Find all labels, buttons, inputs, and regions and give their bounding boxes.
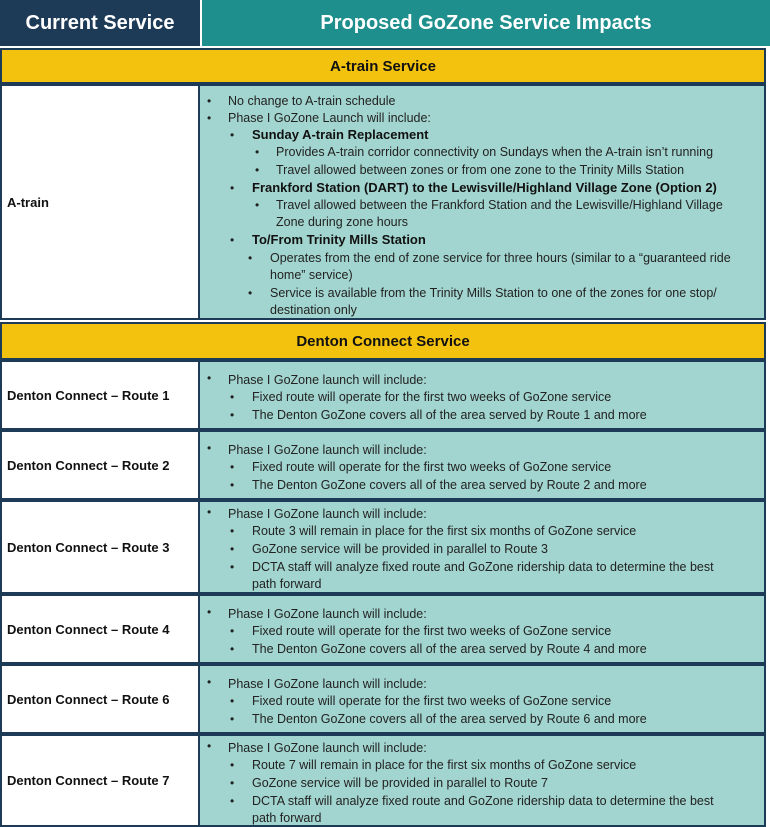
bullet-icon: • [230,128,235,142]
bullet-icon: • [207,739,212,753]
impact-line: Operates from the end of zone service for three hours (similar to a “guaranteed ride [270,251,731,265]
impact-line: No change to A-train schedule [228,94,396,108]
bullet-icon: • [230,776,235,790]
row-impacts-route-4 [200,594,766,664]
impact-line: Provides A-train corridor connectivity on Sundays when the A-train isn’t running [276,145,714,159]
bullet-icon: • [230,460,235,474]
bullet-icon: • [230,694,235,708]
bullet-icon: • [255,163,260,177]
impact-heading: Frankford Station (DART) to the Lewisville/Highland Village Zone (Option 2) [252,180,717,195]
bullet-icon: • [230,233,235,247]
bullet-icon: • [230,642,235,656]
row-impacts-atrain [200,84,766,320]
impact-heading: Sunday A-train Replacement [252,127,429,142]
bullet-icon: • [248,286,253,300]
impact-line: GoZone service will be provided in parallel to Route 3 [252,542,548,556]
impact-line: Phase I GoZone launch will include: [228,373,427,387]
impact-line: Route 7 will remain in place for the first six months of GoZone service [252,758,637,772]
row-label-route-4: Denton Connect – Route 4 [0,594,200,664]
impact-line: GoZone service will be provided in parallel to Route 7 [252,776,548,790]
impact-line: Fixed route will operate for the first two weeks of GoZone service [252,390,612,404]
impact-line: The Denton GoZone covers all of the area served by Route 1 and more [252,408,647,422]
impact-line: DCTA staff will analyze fixed route and GoZone ridership data to determine the best [252,560,714,574]
table-row-atrain [0,84,766,320]
row-impacts-route-2 [200,430,766,500]
bullet-icon: • [230,794,235,808]
impact-line: Zone during zone hours [276,215,409,229]
row-impacts-route-1 [200,360,766,430]
bullet-icon: • [207,505,212,519]
impact-line: The Denton GoZone covers all of the area served by Route 4 and more [252,642,647,656]
section-band-atrain: A-train Service [0,48,766,84]
table-row-route-2 [0,430,766,500]
impact-line: Phase I GoZone launch will include: [228,741,427,755]
impact-line: Route 3 will remain in place for the first six months of GoZone service [252,524,637,538]
table-row-route-1 [0,360,766,430]
impact-line: Service is available from the Trinity Mills Station to one of the zones for one stop/ [270,286,717,300]
row-label-route-7: Denton Connect – Route 7 [0,734,200,827]
bullet-icon: • [207,675,212,689]
impact-heading: To/From Trinity Mills Station [252,232,426,247]
impact-line: The Denton GoZone covers all of the area served by Route 6 and more [252,712,647,726]
bullet-icon: • [255,198,260,212]
section-band-denton: Denton Connect Service [0,322,766,360]
table-row-route-6 [0,664,766,734]
bullet-icon: • [207,111,212,125]
bullet-icon: • [248,251,253,265]
row-impacts-route-7 [200,734,766,827]
bullet-icon: • [230,624,235,638]
row-impacts-route-6 [200,664,766,734]
bullet-icon: • [230,542,235,556]
row-label-atrain: A-train [0,84,200,320]
impact-line: The Denton GoZone covers all of the area served by Route 2 and more [252,478,647,492]
impact-line: destination only [270,303,357,317]
bullet-icon: • [230,712,235,726]
impact-line: Phase I GoZone launch will include: [228,677,427,691]
impact-line: DCTA staff will analyze fixed route and GoZone ridership data to determine the best [252,794,714,808]
bullet-icon: • [207,605,212,619]
table-row-route-4 [0,594,766,664]
impact-line: Phase I GoZone launch will include: [228,507,427,521]
impact-line: Travel allowed between the Frankford Station and the Lewisville/Highland Village [276,198,723,212]
row-label-route-1: Denton Connect – Route 1 [0,360,200,430]
bullet-icon: • [230,560,235,574]
impact-line: path forward [252,577,322,591]
impact-line: Fixed route will operate for the first two weeks of GoZone service [252,460,612,474]
table-row-route-7 [0,734,766,827]
impact-line: Phase I GoZone launch will include: [228,443,427,457]
bullet-icon: • [207,94,212,108]
row-impacts-route-3 [200,500,766,594]
bullet-icon: • [230,478,235,492]
bullet-icon: • [230,390,235,404]
table-row-route-3 [0,500,766,594]
bullet-icon: • [230,524,235,538]
row-label-route-6: Denton Connect – Route 6 [0,664,200,734]
impact-line: Fixed route will operate for the first two weeks of GoZone service [252,694,612,708]
header-proposed-impacts: Proposed GoZone Service Impacts [202,0,770,46]
row-label-route-3: Denton Connect – Route 3 [0,500,200,594]
row-label-route-2: Denton Connect – Route 2 [0,430,200,500]
bullet-icon: • [207,441,212,455]
impact-line: Fixed route will operate for the first two weeks of GoZone service [252,624,612,638]
bullet-icon: • [230,758,235,772]
bullet-icon: • [230,181,235,195]
bullet-icon: • [207,371,212,385]
impact-line: Phase I GoZone launch will include: [228,607,427,621]
bullet-icon: • [230,408,235,422]
impact-line: home” service) [270,268,353,282]
impact-line: Travel allowed between zones or from one zone to the Trinity Mills Station [276,163,685,177]
impact-line: path forward [252,811,322,825]
impact-line: Phase I GoZone Launch will include: [228,111,431,125]
bullet-icon: • [255,145,260,159]
header-current-service: Current Service [0,0,200,46]
